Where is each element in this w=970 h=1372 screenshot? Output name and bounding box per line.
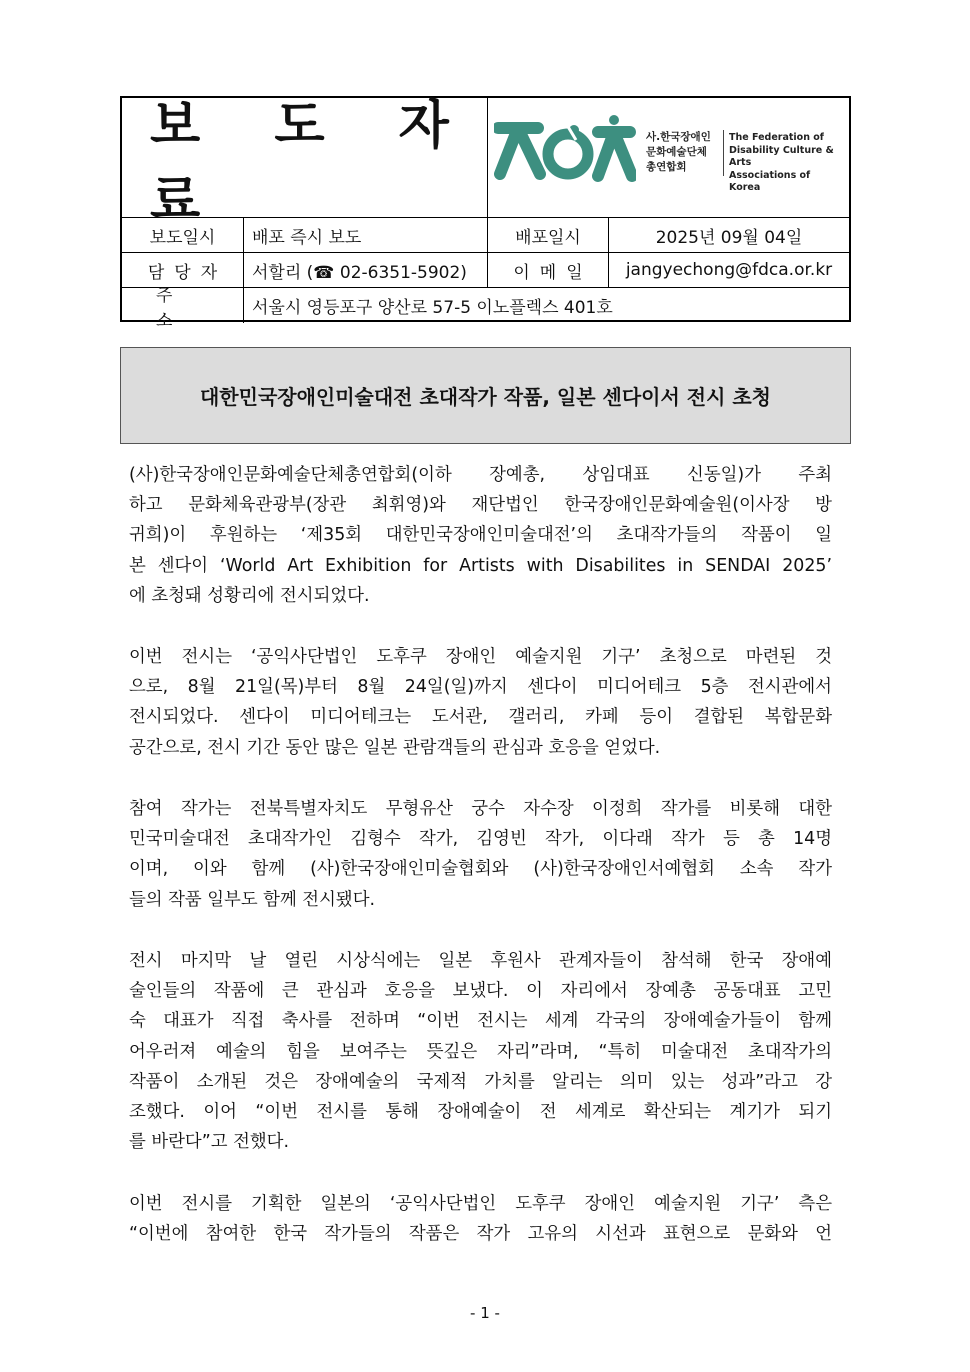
- body-line: 에 초청돼 성황리에 전시되었다.: [129, 585, 370, 606]
- body-line: 본 센다이 ‘World Art Exhibition for Artists with Disabilites in SENDAI 2025’: [129, 555, 832, 576]
- page-number: - 1 -: [470, 1304, 500, 1322]
- release-time-value: 배포 즉시 보도: [244, 218, 488, 252]
- body-line: 으로, 8월 21일(목)부터 8월 24일(일)까지 센다이 미디어테크 5층 전시관에서: [129, 677, 832, 698]
- address-label: 주소: [122, 288, 244, 323]
- email-label: 이메일: [488, 253, 609, 287]
- document-title: 보 도 자 료: [150, 95, 477, 231]
- logo-mark-icon: [494, 114, 636, 184]
- email-value: jangyechong@fdca.or.kr: [625, 260, 833, 280]
- logo-ko-line: 총연합회: [646, 161, 687, 173]
- press-release-header: [120, 95, 851, 331]
- body-line: 공간으로, 전시 기간 동안 많은 일본 관람객들의 관심과 호응을 얻었다.: [129, 737, 661, 758]
- body-line: 를 바란다”고 전했다.: [129, 1132, 289, 1153]
- contact-person-value: 서할리 (☎ 02-6351-5902): [244, 253, 488, 287]
- body-paragraph: [129, 1189, 832, 1249]
- organization-logo: [488, 98, 849, 217]
- body-paragraph: [129, 946, 832, 1157]
- header-top-row: [122, 95, 849, 231]
- body-line: 민국미술대전 초대작가인 김형수 작가, 김영빈 작가, 이다래 작가 등 총 14명: [129, 829, 832, 850]
- distribution-date-label: 배포일시: [488, 218, 609, 252]
- body-line: 술인들의 작품에 큰 관심과 호응을 보냈다. 이 자리에서 장예총 공동대표 고민: [129, 981, 832, 1002]
- body-line: 이번 전시를 기획한 일본의 ‘공익사단법인 도후쿠 장애인 예술지원 기구’ 측은: [129, 1194, 832, 1214]
- body-paragraph: [129, 460, 832, 611]
- logo-en-line: Associations of: [729, 169, 811, 181]
- body-line: 이번 전시는 ‘공익사단법인 도후쿠 장애인 예술지원 기구’ 초청으로 마련된 것: [129, 647, 832, 667]
- release-date-row: [122, 218, 849, 253]
- logo-en-line: Korea: [729, 182, 761, 193]
- logo-en-line: The Federation of: [729, 132, 824, 143]
- body-line: 전시되었다. 센다이 미디어테크는 도서관, 갤러리, 카페 등이 결합된 복합문화: [129, 707, 832, 728]
- body-paragraph: [129, 642, 832, 763]
- body-line: 귀희)이 후원하는 ‘제35회 대한민국장애인미술대전’의 초대작가들의 작품이 일: [129, 525, 832, 546]
- body-line: 들의 작품 일부도 함께 전시됐다.: [129, 889, 376, 910]
- body-line: 숙 대표가 직접 축사를 전하며 “이번 전시는 세계 각국의 장애예술가들이 함께: [129, 1011, 832, 1032]
- body-paragraph: [129, 794, 832, 915]
- logo-korean-name: [646, 130, 711, 175]
- release-time-label: 보도일시: [122, 218, 244, 252]
- body-line: 어우러져 예술의 힘을 보여주는 뜻깊은 자리”라며, “특히 미술대전 초대작가의: [129, 1041, 832, 1062]
- address-row: [122, 285, 849, 331]
- address-value: 서울시 영등포구 양산로 57-5 이노플렉스 401호: [252, 298, 613, 318]
- headline-box: [120, 347, 851, 444]
- body-line: 조했다. 이어 “이번 전시를 통해 장애예술이 전 세계로 확산되는 계기가 되기: [129, 1102, 832, 1123]
- body-line: 참여 작가는 전북특별자치도 무형유산 궁수 자수장 이정희 작가를 비롯해 대한: [129, 799, 832, 819]
- body-line: 이며, 이와 함께 (사)한국장애인미술협회와 (사)한국장애인서예협회 소속 작가: [129, 859, 832, 880]
- logo-en-line: Disability Culture & Arts: [729, 144, 834, 168]
- title-cell: [122, 95, 488, 231]
- logo-divider: [723, 130, 724, 176]
- logo-ko-line: 사.한국장애인: [646, 131, 711, 143]
- logo-ko-line: 문화예술단체: [646, 146, 707, 158]
- body-line: 전시 마지막 날 열린 시상식에는 일본 후원사 관계자들이 참석해 한국 장애예: [129, 951, 832, 971]
- headline-text: 대한민국장애인미술대전 초대작가 작품, 일본 센다이서 전시 초청: [199, 385, 771, 409]
- body-line: 하고 문화체육관광부(장관 최휘영)와 재단법인 한국장애인문화예술원(이사장 방: [129, 495, 832, 516]
- body-line: 작품이 소개된 것은 장애예술의 국제적 가치를 알리는 의미 있는 성과”라고 강: [129, 1071, 832, 1092]
- contact-person-label: 담당자: [122, 253, 244, 287]
- distribution-date-value: 2025년 09월 04일: [655, 227, 803, 248]
- body-line: (사)한국장애인문화예술단체총연합회(이하 장예총, 상임대표 신동일)가 주최: [129, 465, 832, 485]
- logo-english-name: [729, 132, 849, 195]
- body-line: “이번에 참여한 한국 작가들의 작품은 작가 고유의 시선과 표현으로 문화와 언: [129, 1224, 832, 1245]
